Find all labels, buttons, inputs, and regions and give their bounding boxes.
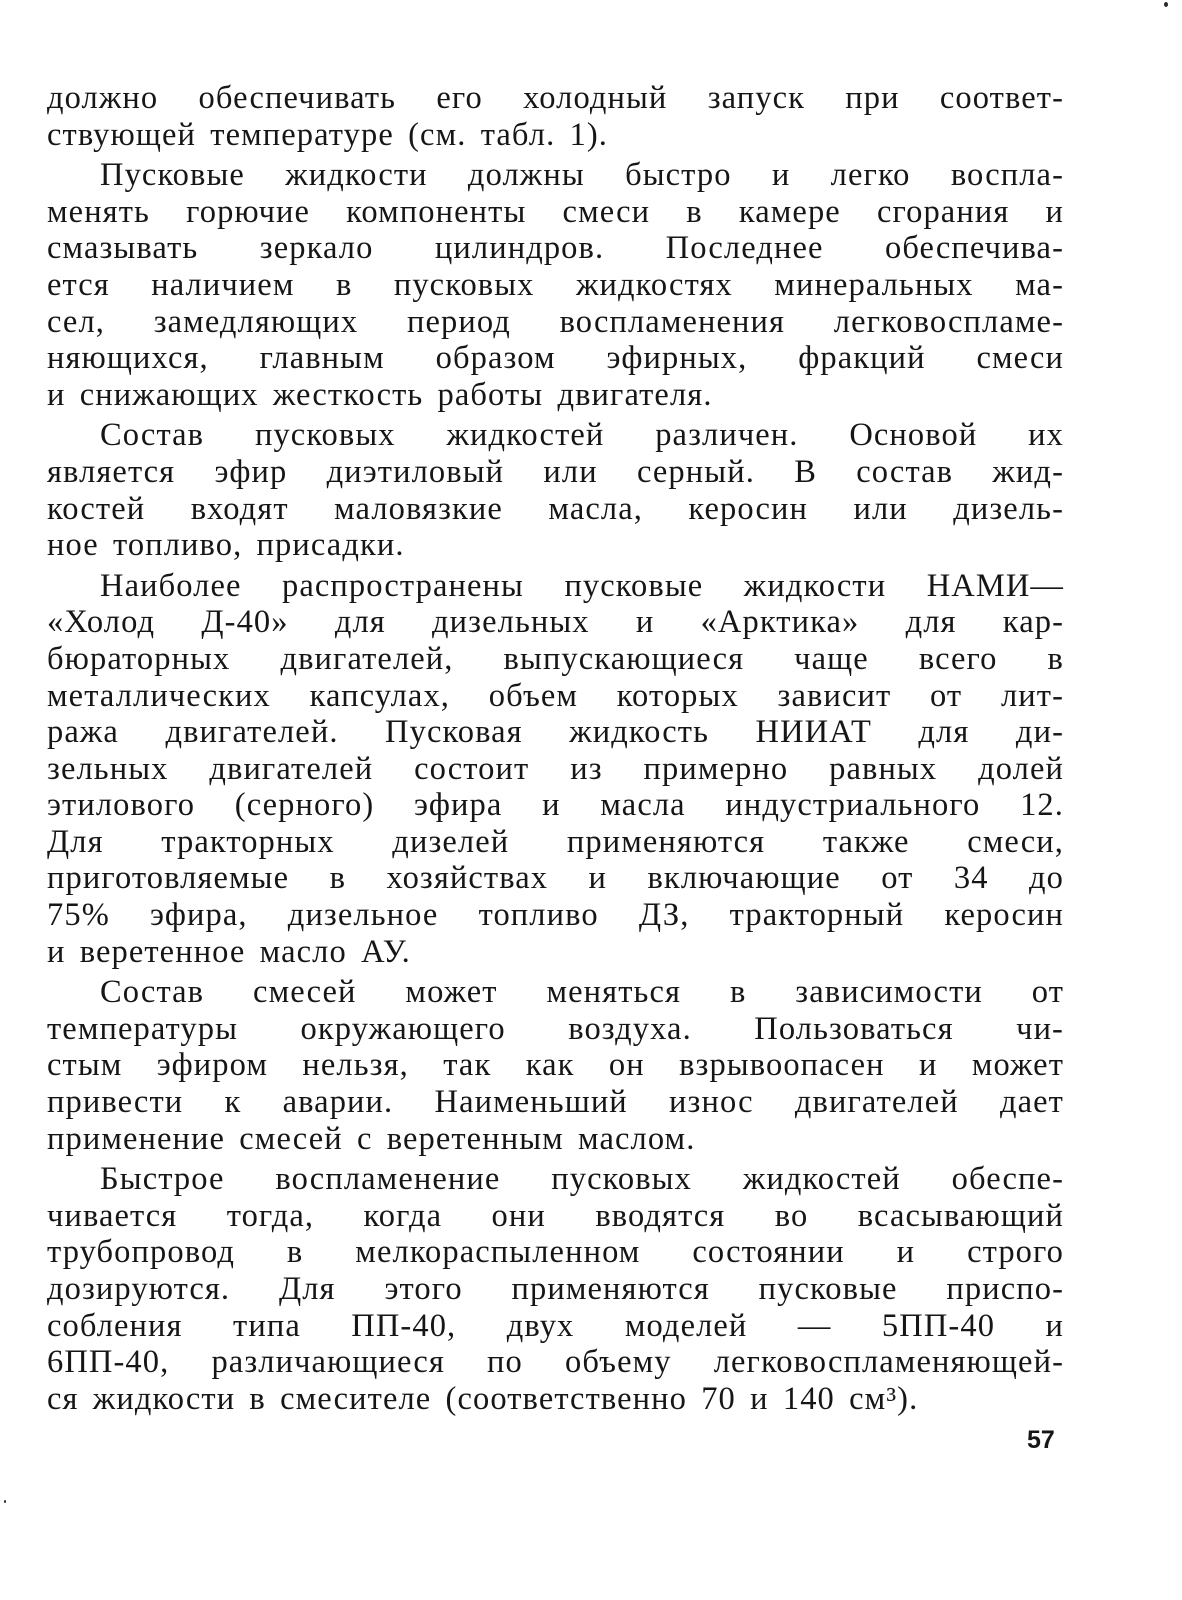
text-line: чивается тогда, когда они вводятся во всасывающий (47, 1197, 1064, 1234)
text-line: «Холод Д-40» для дизельных и «Арктика» для кар- (47, 604, 1064, 641)
text-line: 75% эфира, дизельное топливо ДЗ, тракторный керосин (47, 897, 1064, 934)
text-line: ется наличием в пусковых жидкостях минеральных ма- (47, 266, 1064, 303)
text-line: Быстрое воспламенение пусковых жидкостей обеспе- (100, 1161, 1064, 1198)
text-line: менять горючие компоненты смеси в камере сгорания и (47, 193, 1064, 230)
text-line: применение смесей с веретенным маслом. (47, 1120, 696, 1157)
text-line: температуры окружающего воздуха. Пользоваться чи- (47, 1010, 1064, 1047)
text-line: этилового (серного) эфира и масла индустриального 12. (47, 787, 1064, 824)
text-line: должно обеспечивать его холодный запуск при соответ- (47, 80, 1064, 116)
text-line: ное топливо, присадки. (47, 527, 405, 564)
text-line: ся жидкости в смесителе (соответственно 70 и 140 см³). (47, 1380, 919, 1417)
page-number: 57 (1027, 1426, 1055, 1454)
text-line: собления типа ПП-40, двух моделей — 5ПП-40 и (47, 1307, 1064, 1344)
text-line: и веретенное масло АУ. (47, 933, 411, 970)
text-line: Состав смесей может меняться в зависимости от (100, 974, 1064, 1011)
text-line: 6ПП-40, различающиеся по объему легковоспламеняющей- (47, 1344, 1064, 1381)
scan-speck (1164, 2, 1168, 7)
text-line: и снижающих жесткость работы двигателя. (47, 376, 713, 413)
text-line: костей входят маловязкие масла, керосин или дизель- (47, 490, 1064, 527)
text-line: сел, замедляющих период воспламенения легковоспламе- (47, 303, 1064, 340)
text-line: приготовляемые в хозяйствах и включающие от 34 до (47, 860, 1064, 897)
text-line: стым эфиром нельзя, так как он взрывоопасен и может (47, 1047, 1064, 1084)
text-line: металлических капсулах, объем которых зависит от лит- (47, 677, 1064, 714)
text-line: смазывать зеркало цилиндров. Последнее обеспечива- (47, 230, 1064, 267)
text-line: Пусковые жидкости должны быстро и легко воспла- (100, 157, 1064, 194)
text-line: дозируются. Для этого применяются пусковые приспо- (47, 1271, 1064, 1307)
body-text (47, 80, 1064, 1417)
text-line: трубопровод в мелкораспыленном состоянии и строго (47, 1234, 1064, 1271)
text-line: Состав пусковых жидкостей различен. Основой их (100, 417, 1064, 454)
scan-speck (4, 1500, 6, 1503)
text-line: ствующей температуре (см. табл. 1). (47, 116, 609, 153)
text-line: является эфир диэтиловый или серный. В состав жид- (47, 453, 1064, 490)
text-line: бюраторных двигателей, выпускающиеся чаще всего в (47, 640, 1064, 677)
text-line: зельных двигателей состоит из примерно равных долей (47, 750, 1064, 787)
text-line: ража двигателей. Пусковая жидкость НИИАТ для ди- (47, 714, 1064, 751)
text-line: привести к аварии. Наименьший износ двигателей дает (47, 1084, 1064, 1121)
text-line: Наиболее распространены пусковые жидкости НАМИ— (100, 567, 1064, 604)
text-line: Для тракторных дизелей применяются также смеси, (47, 823, 1064, 860)
text-line: няющихся, главным образом эфирных, фракций смеси (47, 340, 1064, 377)
